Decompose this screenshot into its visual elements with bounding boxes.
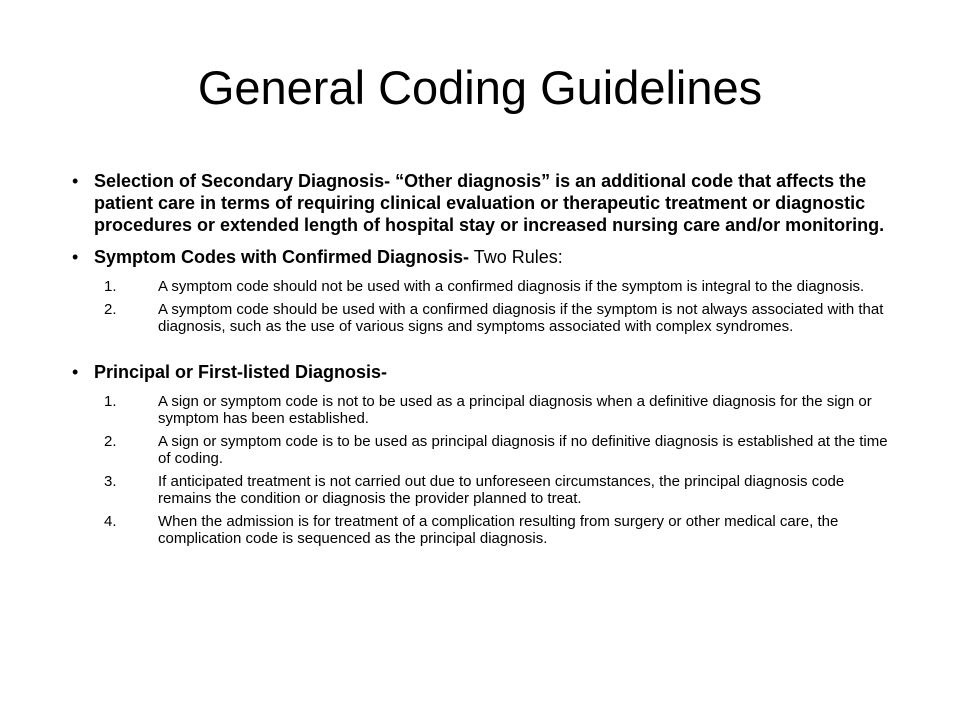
list-number: 1. xyxy=(104,278,117,295)
bullet-heading: Selection of Secondary Diagnosis- xyxy=(94,171,391,191)
list-item xyxy=(72,473,892,507)
list-item-text: When the admission is for treatment of a complication resulting from surgery or other medical care, the complication code is sequenced as the principal diagnosis. xyxy=(158,513,839,547)
list-item xyxy=(72,513,892,547)
spacer xyxy=(72,341,892,361)
list-item-text: A sign or symptom code is not to be used as a principal diagnosis when a definitive diagnosis for the sign or symptom has been established. xyxy=(158,393,872,427)
symptom-rules-list xyxy=(72,278,892,335)
bullet-secondary-diagnosis xyxy=(72,170,892,236)
list-number: 4. xyxy=(104,513,117,530)
bullet-text: “Other diagnosis” is an additional code that affects the patient care in terms of requiring clinical evaluation or therapeutic treatment or diagnostic procedures or extended length of hospital stay or increased nursing care and/or monitoring. xyxy=(94,171,885,235)
bullet-text: Two Rules: xyxy=(469,247,563,267)
list-item xyxy=(72,278,892,295)
principal-rules-list xyxy=(72,393,892,547)
bullet-principal-diagnosis xyxy=(72,361,892,383)
bullet-heading: Principal or First-listed Diagnosis- xyxy=(94,362,388,382)
bullet-heading: Symptom Codes with Confirmed Diagnosis- xyxy=(94,247,470,267)
list-item xyxy=(72,433,892,467)
bullet-dot-icon: • xyxy=(72,362,79,382)
list-item xyxy=(72,393,892,427)
list-number: 1. xyxy=(104,393,117,410)
list-item-text: A sign or symptom code is to be used as principal diagnosis if no definitive diagnosis is established at the time of coding. xyxy=(158,433,888,467)
bullet-dot-icon: • xyxy=(72,247,79,267)
list-item xyxy=(72,301,892,335)
list-item-text: A symptom code should not be used with a confirmed diagnosis if the symptom is integral to the diagnosis. xyxy=(158,278,865,295)
bullet-dot-icon: • xyxy=(72,171,79,191)
list-number: 2. xyxy=(104,433,117,450)
list-number: 3. xyxy=(104,473,117,490)
slide-content xyxy=(72,170,892,553)
list-item-text: If anticipated treatment is not carried out due to unforeseen circumstances, the principal diagnosis code remains the condition or diagnosis the provider planned to treat. xyxy=(158,473,845,507)
list-number: 2. xyxy=(104,301,117,318)
slide-title: General Coding Guidelines xyxy=(197,61,763,114)
list-item-text: A symptom code should be used with a confirmed diagnosis if the symptom is not always associated with that diagnosis, such as the use of various signs and symptoms associated with complex syndromes. xyxy=(158,301,884,335)
bullet-symptom-codes xyxy=(72,246,892,268)
